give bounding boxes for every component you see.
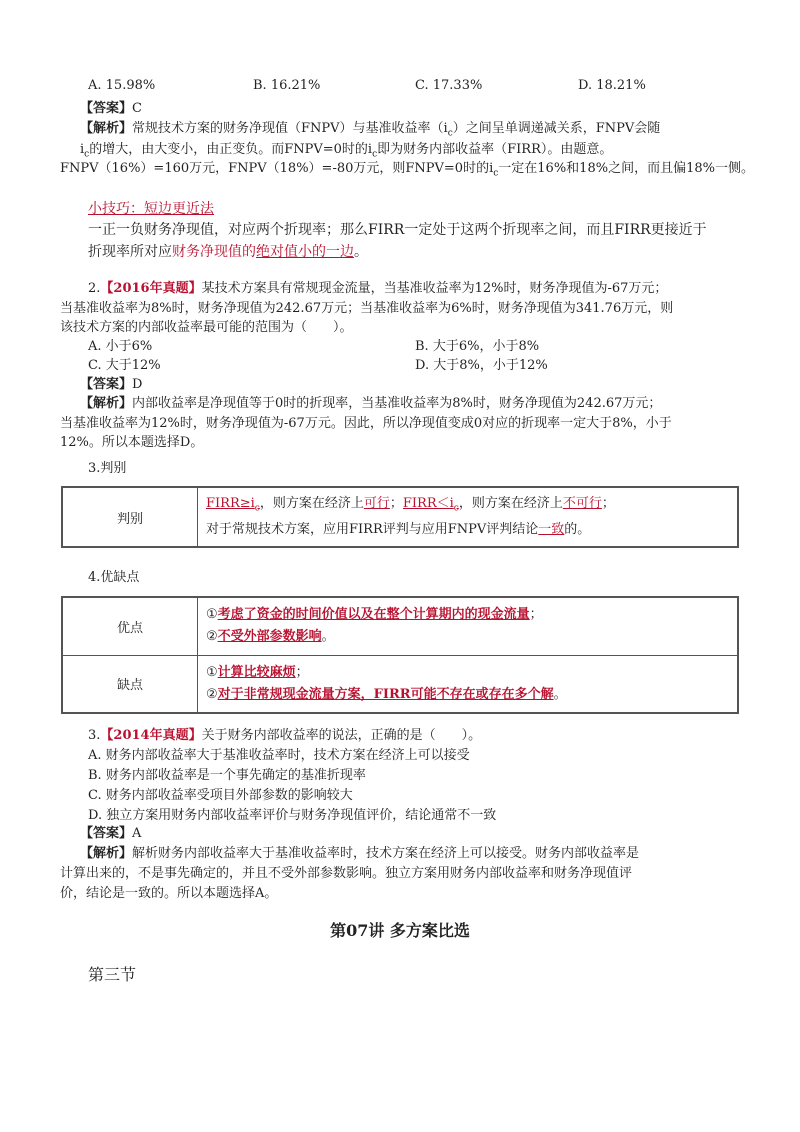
answer-value: A bbox=[132, 826, 142, 841]
subscript: c bbox=[493, 168, 499, 179]
q2-answer bbox=[80, 373, 142, 392]
firr-ge-ic bbox=[206, 495, 260, 514]
q2-stem-line3: 该技术方案的内部收益率最可能的范围为（ ）。 bbox=[60, 320, 353, 335]
infeasible-text: 不可行 bbox=[562, 495, 602, 511]
item-punct: 。 bbox=[553, 686, 567, 702]
q2-option-c: C. 大于12% bbox=[88, 358, 161, 373]
judgment-text: ； bbox=[601, 495, 615, 511]
tip-highlight: 财务净现值的 bbox=[172, 244, 256, 260]
analysis-label: 【解析】 bbox=[80, 121, 133, 136]
judgment-text: 对于常规技术方案，应用FIRR评判与应用FNPV评判结论 bbox=[206, 522, 539, 538]
tip-text: 。 bbox=[354, 244, 368, 260]
firr-ge-text: FIRR≥i bbox=[206, 495, 255, 511]
analysis-text: 内部收益率是净现值等于0时的折现率，当基准收益率为8%时，财务净现值为242.67万元； bbox=[132, 396, 662, 411]
cons-item-2 bbox=[206, 684, 736, 706]
cons-label: 缺点 bbox=[116, 678, 143, 694]
item-marker: ② bbox=[206, 686, 218, 702]
item-punct: 。 bbox=[321, 629, 335, 645]
analysis-label: 【解析】 bbox=[80, 396, 133, 411]
q2-analysis-line3: 12%。所以本题选择D。 bbox=[60, 435, 204, 450]
feasible-text: 可行 bbox=[363, 495, 390, 511]
analysis-text: 解析财务内部收益率大于基准收益率时，技术方案在经济上可以接受。财务内部收益率是 bbox=[132, 846, 640, 861]
q2-option-a: A. 小于6% bbox=[88, 339, 153, 354]
consistent-text: 一致 bbox=[538, 522, 565, 538]
answer-label: 【答案】 bbox=[80, 826, 133, 841]
section-heading: 第三节 bbox=[88, 965, 137, 984]
subscript: c bbox=[84, 149, 90, 160]
answer-label: 【答案】 bbox=[80, 377, 133, 392]
tip-highlight-underlined: 绝对值小的一边 bbox=[256, 244, 354, 260]
analysis-text: 一定在16%和18%之间，而且偏18%一侧。 bbox=[498, 161, 754, 176]
q1-analysis-line1 bbox=[80, 117, 660, 139]
q2-option-d: D. 大于8%，小于12% bbox=[415, 358, 548, 373]
pros-item-1 bbox=[206, 604, 736, 626]
judgment-label: 判别 bbox=[116, 511, 143, 527]
tip-text: 折现率所对应 bbox=[88, 244, 172, 260]
q3-option-c: C. 财务内部收益率受项目外部参数的影响较大 bbox=[88, 788, 353, 803]
analysis-text: i bbox=[80, 142, 85, 157]
q1-analysis-line3 bbox=[60, 157, 754, 179]
cons-content-cell bbox=[198, 655, 739, 713]
q2-analysis-line2: 当基准收益率为12%时，财务净现值为-67万元。因此，所以净现值变成0对应的折现率一定大于8%，小于 bbox=[60, 416, 672, 431]
judgment-label-cell bbox=[62, 487, 198, 547]
analysis-text: FNPV（16%）=160万元，FNPV（18%）=-80万元，则FNPV=0时的i bbox=[60, 161, 494, 176]
cons-item-1 bbox=[206, 662, 736, 684]
pros-item-2 bbox=[206, 626, 736, 648]
q3-analysis-line3: 价，结论是一致的。所以本题选择A。 bbox=[60, 886, 278, 901]
item-punct: ； bbox=[529, 607, 543, 623]
q2-option-b: B. 大于6%，小于8% bbox=[415, 339, 540, 354]
pros-label-cell bbox=[62, 597, 198, 655]
judgment-text: ； bbox=[389, 495, 403, 511]
question-text: 关于财务内部收益率的说法，正确的是（ ）。 bbox=[201, 728, 482, 743]
q3-analysis-line2: 计算出来的，不是事先确定的，并且不受外部参数影响。独立方案用财务内部收益率和财务净现值评 bbox=[60, 866, 633, 881]
q1-option-d: D. 18.21% bbox=[578, 78, 646, 93]
subscript: c bbox=[453, 503, 459, 514]
q2-stem-line1 bbox=[88, 277, 667, 296]
section4-heading: 4.优缺点 bbox=[88, 570, 140, 585]
answer-label: 【答案】 bbox=[80, 101, 133, 116]
judgment-text: ，则方案在经济上 bbox=[458, 495, 563, 511]
item-marker: ① bbox=[206, 607, 218, 623]
pros-cons-table bbox=[61, 596, 739, 714]
item-text: 计算比较麻烦 bbox=[217, 664, 296, 680]
answer-value: C bbox=[132, 101, 142, 116]
item-text: 对于非常规现金流量方案，FIRR可能不存在或存在多个解 bbox=[217, 686, 554, 702]
section3-heading: 3.判别 bbox=[88, 461, 127, 476]
q3-option-b: B. 财务内部收益率是一个事先确定的基准折现率 bbox=[88, 768, 366, 783]
subscript: c bbox=[447, 128, 453, 139]
subscript: c bbox=[254, 503, 260, 514]
item-text: 考虑了资金的时间价值以及在整个计算期内的现金流量 bbox=[217, 607, 530, 623]
q3-option-d: D. 独立方案用财务内部收益率评价与财务净现值评价，结论通常不一致 bbox=[88, 808, 497, 823]
question-number: 2. bbox=[88, 281, 101, 296]
q1-option-a: A. 15.98% bbox=[88, 78, 156, 93]
q3-analysis-line1 bbox=[80, 842, 639, 861]
q1-option-b: B. 16.21% bbox=[253, 78, 321, 93]
exam-tag: 【2014年真题】 bbox=[100, 728, 202, 743]
judgment-row2 bbox=[206, 519, 736, 541]
question-number: 3. bbox=[88, 728, 101, 743]
q1-option-c: C. 17.33% bbox=[415, 78, 483, 93]
firr-lt-text: FIRR＜i bbox=[402, 495, 454, 511]
question-text: 某技术方案具有常规现金流量，当基准收益率为12%时，财务净现值为-67万元； bbox=[201, 281, 668, 296]
judgment-table bbox=[61, 486, 739, 548]
q3-answer bbox=[80, 822, 141, 841]
pros-content-cell bbox=[198, 597, 739, 655]
cons-label-cell bbox=[62, 655, 198, 713]
item-marker: ① bbox=[206, 664, 218, 680]
lecture-title: 第07讲 多方案比选 bbox=[330, 921, 470, 940]
exam-tag: 【2016年真题】 bbox=[100, 281, 202, 296]
judgment-text: ，则方案在经济上 bbox=[259, 495, 364, 511]
subscript: c bbox=[372, 149, 378, 160]
analysis-text: 的增大，由大变小，由正变负。而FNPV=0时的i bbox=[89, 142, 373, 157]
item-text: 不受外部参数影响 bbox=[217, 629, 322, 645]
firr-lt-ic bbox=[402, 495, 459, 514]
answer-value: D bbox=[132, 377, 143, 392]
q3-option-a: A. 财务内部收益率大于基准收益率时，技术方案在经济上可以接受 bbox=[88, 748, 470, 763]
tip-line1: 一正一负财务净现值，对应两个折现率；那么FIRR一定处于这两个折现率之间，而且FIRR更接近于 bbox=[88, 222, 707, 238]
q1-answer bbox=[80, 97, 142, 116]
q2-analysis-line1 bbox=[80, 392, 661, 411]
judgment-text: 的。 bbox=[564, 522, 591, 538]
analysis-text: ）之间呈单调递减关系，FNPV会随 bbox=[452, 121, 661, 136]
tip-title: 小技巧：短边更近法 bbox=[88, 201, 214, 217]
q2-stem-line2: 当基准收益率为8%时，财务净现值为242.67万元；当基准收益率为6%时，财务净现值为341.76万元，则 bbox=[60, 301, 674, 316]
tip-line2 bbox=[88, 241, 368, 261]
item-marker: ② bbox=[206, 629, 218, 645]
item-punct: ； bbox=[295, 664, 309, 680]
q3-stem bbox=[88, 724, 481, 743]
analysis-label: 【解析】 bbox=[80, 846, 133, 861]
analysis-text: 常规技术方案的财务净现值（FNPV）与基准收益率（i bbox=[132, 121, 448, 136]
pros-label: 优点 bbox=[116, 620, 143, 636]
judgment-content-cell bbox=[198, 487, 739, 547]
judgment-row1 bbox=[206, 493, 736, 520]
analysis-text: 即为财务内部收益率（FIRR）。由题意。 bbox=[377, 142, 613, 157]
